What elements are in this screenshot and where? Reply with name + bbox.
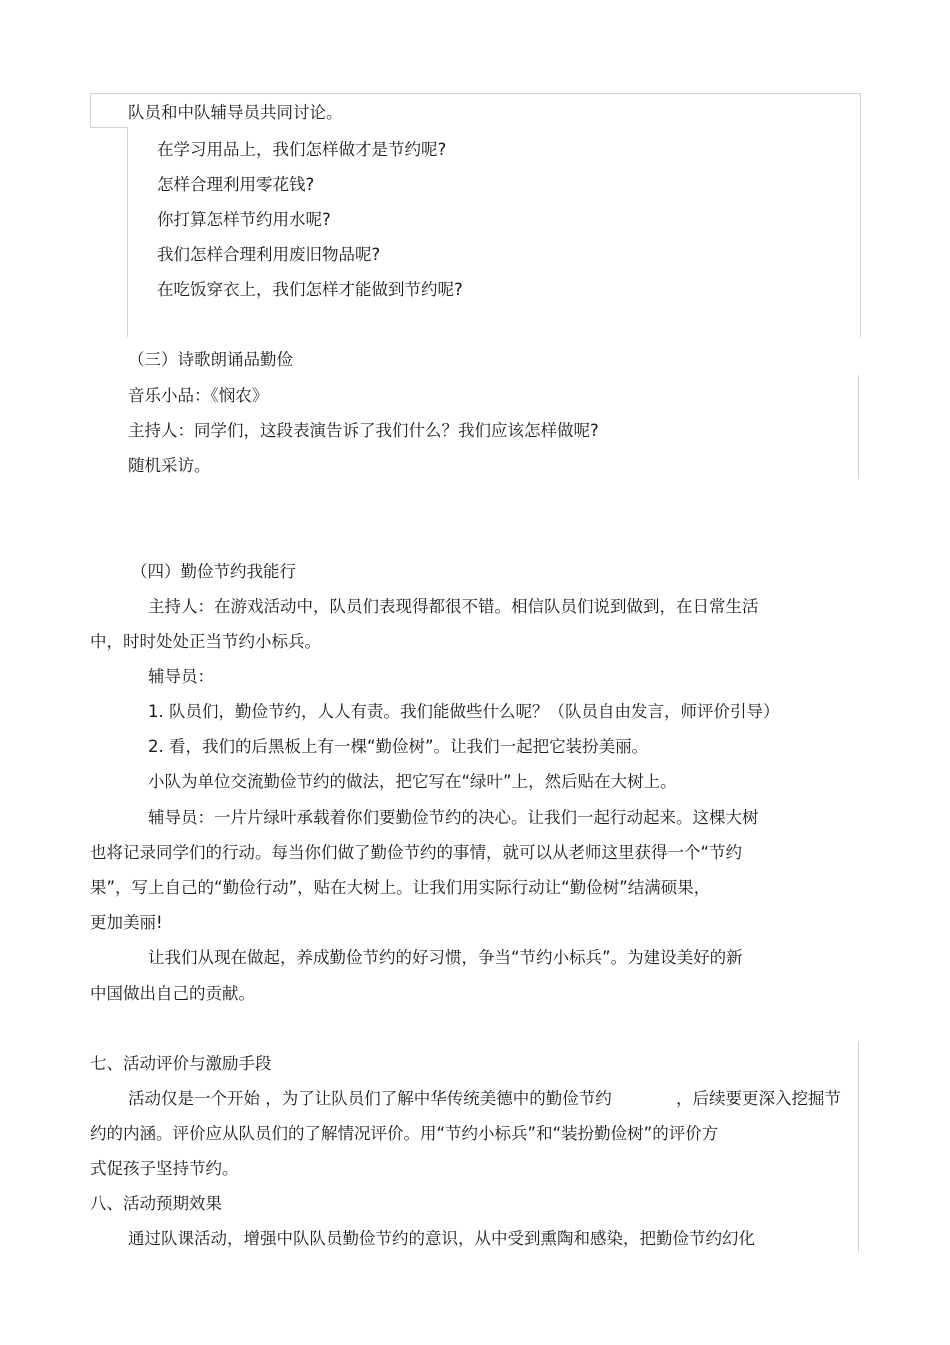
paragraph-line: 果”，写上自己的“勤俭行动”，贴在大树上。让我们用实际行动让“勤俭树”结满硕果， xyxy=(90,878,711,897)
question-item: 在学习用品上，我们怎样做才是节约呢? xyxy=(157,140,447,159)
question-item: 我们怎样合理利用废旧物品呢? xyxy=(157,245,381,264)
paragraph-line: 2. 看，我们的后黑板上有一棵“勤俭树”。让我们一起把它装扮美丽。 xyxy=(148,737,649,756)
paragraph-line: 式促孩子坚持节约。 xyxy=(90,1159,239,1178)
section-heading-7: 七、活动评价与激励手段 xyxy=(90,1054,272,1073)
paragraph-line: 音乐小品：《悯农》 xyxy=(128,386,269,405)
section-heading-4: （四）勤俭节约我能行 xyxy=(131,562,296,581)
paragraph-line: ，后续要更深入挖掘节 xyxy=(676,1089,841,1108)
paragraph-line: 1. 队员们，勤俭节约，人人有责。我们能做些什么呢？（队员自由发言，师评价引导） xyxy=(148,702,780,721)
table-border-inner-v xyxy=(127,127,128,337)
table-border-right xyxy=(860,93,861,337)
paragraph-line: 约的内涵。评价应从队员们的了解情况评价。用“节约小标兵”和“装扮勤俭树”的评价方 xyxy=(90,1124,719,1143)
paragraph-line: 中，时时处处正当节约小标兵。 xyxy=(90,632,321,651)
table-border-top xyxy=(90,93,860,94)
paragraph-line: 主持人：在游戏活动中，队员们表现得都很不错。相信队员们说到做到，在日常生活 xyxy=(148,597,759,616)
table-border-right-2 xyxy=(858,375,859,479)
paragraph-line: 也将记录同学们的行动。每当你们做了勤俭节约的事情，就可以从老师这里获得一个“节约 xyxy=(90,843,743,862)
paragraph-line: 中国做出自己的贡献。 xyxy=(90,984,255,1003)
paragraph-line: 辅导员：一片片绿叶承载着你们要勤俭节约的决心。让我们一起行动起来。这棵大树 xyxy=(148,808,759,827)
paragraph-line: 主持人：同学们，这段表演告诉了我们什么？我们应该怎样做呢? xyxy=(128,421,599,440)
section-heading-8: 八、活动预期效果 xyxy=(90,1194,222,1213)
table-border-inner-h xyxy=(90,127,127,128)
question-item: 在吃饭穿衣上，我们怎样才能做到节约呢? xyxy=(157,280,463,299)
question-item: 怎样合理利用零花钱? xyxy=(157,175,315,194)
paragraph-line: 让我们从现在做起，养成勤俭节约的好习惯，争当“节约小标兵”。为建设美好的新 xyxy=(148,948,743,967)
discussion-intro: 队员和中队辅导员共同讨论。 xyxy=(128,103,343,122)
question-item: 你打算怎样节约用水呢? xyxy=(157,210,331,229)
table-border-left xyxy=(90,93,91,128)
paragraph-line: 更加美丽! xyxy=(90,913,163,932)
paragraph-line: 随机采访。 xyxy=(128,456,211,475)
paragraph-line: 小队为单位交流勤俭节约的做法，把它写在“绿叶”上，然后贴在大树上。 xyxy=(148,772,677,791)
paragraph-line: 活动仅是一个开始 ，为了让队员们了解中华传统美德中的勤俭节约 xyxy=(128,1089,612,1108)
paragraph-line: 通过队课活动，增强中队队员勤俭节约的意识，从中受到熏陶和感染，把勤俭节约幻化 xyxy=(128,1229,755,1248)
paragraph-line: 辅导员： xyxy=(148,667,214,686)
section-heading-3: （三）诗歌朗诵品勤俭 xyxy=(128,350,293,369)
table-border-right-3 xyxy=(858,1042,859,1252)
